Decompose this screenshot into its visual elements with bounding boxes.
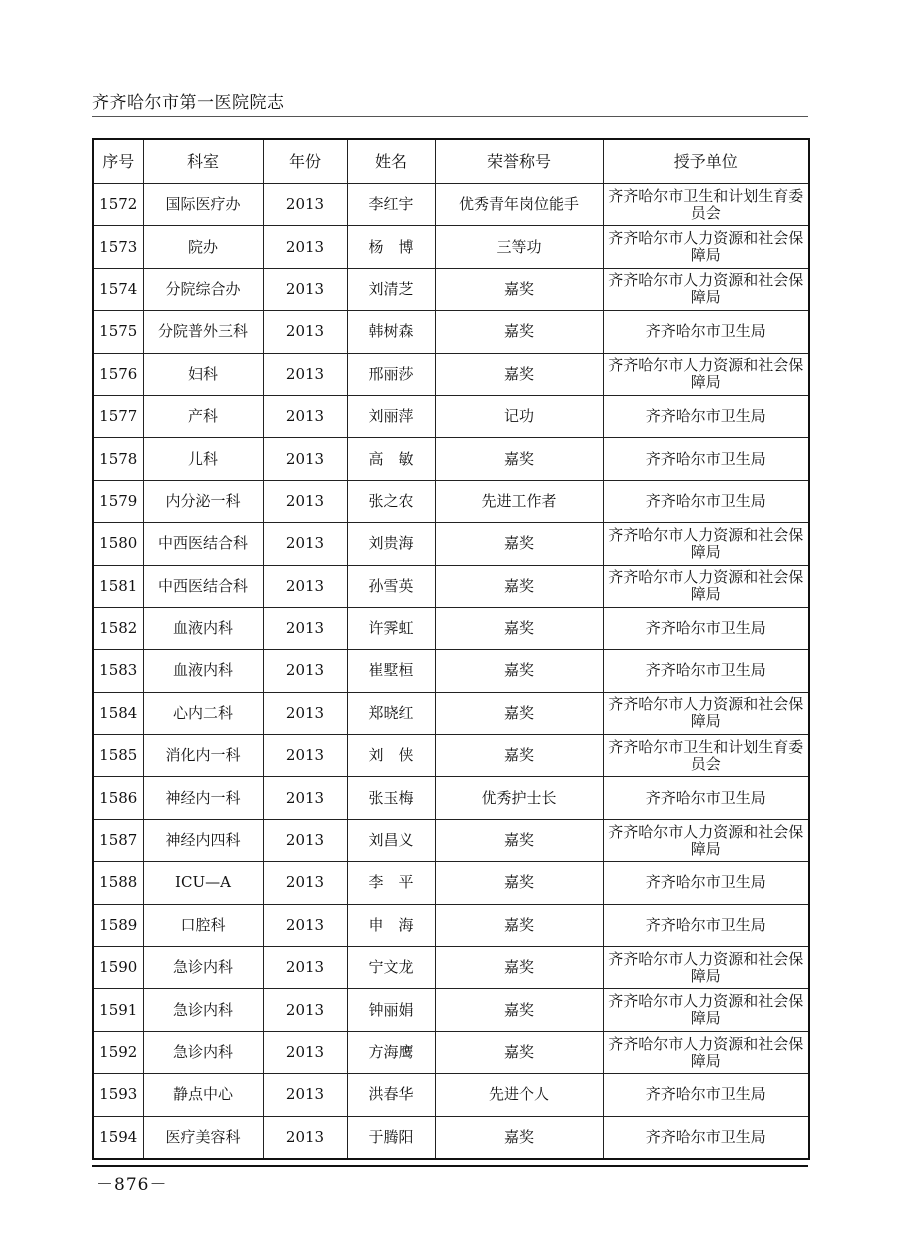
col-header-honor: 荣誉称号	[435, 139, 603, 184]
cell-honor: 三等功	[435, 226, 603, 268]
cell-name: 崔墅桓	[347, 650, 435, 692]
table-row	[93, 1074, 809, 1116]
table-row	[93, 311, 809, 353]
cell-year: 2013	[263, 735, 347, 777]
cell-issuer: 齐齐哈尔市人力资源和社会保障局	[603, 226, 809, 268]
cell-year: 2013	[263, 1116, 347, 1159]
page-number: －876－	[96, 1175, 168, 1195]
cell-year: 2013	[263, 480, 347, 522]
cell-department: 院办	[143, 226, 263, 268]
table-row	[93, 184, 809, 226]
table-row	[93, 650, 809, 692]
cell-year: 2013	[263, 523, 347, 565]
cell-year: 2013	[263, 353, 347, 395]
cell-year: 2013	[263, 1031, 347, 1073]
cell-honor: 嘉奖	[435, 904, 603, 946]
cell-honor: 先进工作者	[435, 480, 603, 522]
cell-index: 1575	[93, 311, 143, 353]
col-header-index: 序号	[93, 139, 143, 184]
cell-name: 孙雪英	[347, 565, 435, 607]
cell-department: 分院综合办	[143, 268, 263, 310]
cell-honor: 优秀青年岗位能手	[435, 184, 603, 226]
cell-honor: 嘉奖	[435, 565, 603, 607]
table-row	[93, 989, 809, 1031]
cell-issuer: 齐齐哈尔市人力资源和社会保障局	[603, 523, 809, 565]
cell-index: 1590	[93, 947, 143, 989]
header-rule	[92, 116, 808, 117]
cell-department: 分院普外三科	[143, 311, 263, 353]
cell-year: 2013	[263, 438, 347, 480]
cell-name: 郑晓红	[347, 692, 435, 734]
cell-issuer: 齐齐哈尔市卫生和计划生育委员会	[603, 735, 809, 777]
cell-department: 产科	[143, 395, 263, 437]
cell-name: 钟丽娟	[347, 989, 435, 1031]
table-row	[93, 226, 809, 268]
table-row	[93, 523, 809, 565]
cell-issuer: 齐齐哈尔市卫生和计划生育委员会	[603, 184, 809, 226]
cell-issuer: 齐齐哈尔市卫生局	[603, 480, 809, 522]
cell-name: 李红宇	[347, 184, 435, 226]
cell-department: 内分泌一科	[143, 480, 263, 522]
table-row	[93, 862, 809, 904]
cell-index: 1577	[93, 395, 143, 437]
cell-index: 1580	[93, 523, 143, 565]
cell-department: 急诊内科	[143, 947, 263, 989]
table-body	[93, 184, 809, 1159]
cell-index: 1593	[93, 1074, 143, 1116]
table-row	[93, 438, 809, 480]
cell-issuer: 齐齐哈尔市卫生局	[603, 607, 809, 649]
cell-name: 韩树森	[347, 311, 435, 353]
table-row	[93, 692, 809, 734]
cell-index: 1591	[93, 989, 143, 1031]
cell-index: 1574	[93, 268, 143, 310]
table-row	[93, 480, 809, 522]
cell-honor: 嘉奖	[435, 438, 603, 480]
cell-honor: 嘉奖	[435, 311, 603, 353]
cell-year: 2013	[263, 1074, 347, 1116]
cell-department: 血液内科	[143, 607, 263, 649]
cell-department: 心内二科	[143, 692, 263, 734]
table-row	[93, 395, 809, 437]
cell-name: 刘昌义	[347, 819, 435, 861]
cell-honor: 嘉奖	[435, 819, 603, 861]
cell-honor: 嘉奖	[435, 735, 603, 777]
cell-issuer: 齐齐哈尔市卫生局	[603, 650, 809, 692]
cell-honor: 嘉奖	[435, 268, 603, 310]
cell-name: 刘 侠	[347, 735, 435, 777]
cell-index: 1588	[93, 862, 143, 904]
cell-name: 高 敏	[347, 438, 435, 480]
cell-name: 杨 博	[347, 226, 435, 268]
cell-issuer: 齐齐哈尔市人力资源和社会保障局	[603, 692, 809, 734]
cell-index: 1573	[93, 226, 143, 268]
cell-issuer: 齐齐哈尔市卫生局	[603, 904, 809, 946]
cell-issuer: 齐齐哈尔市卫生局	[603, 311, 809, 353]
cell-department: 儿科	[143, 438, 263, 480]
cell-name: 邢丽莎	[347, 353, 435, 395]
cell-name: 李 平	[347, 862, 435, 904]
cell-index: 1583	[93, 650, 143, 692]
cell-year: 2013	[263, 184, 347, 226]
cell-department: 国际医疗办	[143, 184, 263, 226]
cell-index: 1585	[93, 735, 143, 777]
cell-year: 2013	[263, 989, 347, 1031]
table-row	[93, 947, 809, 989]
cell-honor: 记功	[435, 395, 603, 437]
cell-year: 2013	[263, 777, 347, 819]
table-row	[93, 1031, 809, 1073]
cell-department: 急诊内科	[143, 989, 263, 1031]
table-header-row	[93, 139, 809, 184]
col-header-name: 姓名	[347, 139, 435, 184]
cell-department: 中西医结合科	[143, 565, 263, 607]
col-header-issuer: 授予单位	[603, 139, 809, 184]
cell-department: ICU—A	[143, 862, 263, 904]
cell-index: 1578	[93, 438, 143, 480]
cell-department: 中西医结合科	[143, 523, 263, 565]
cell-index: 1584	[93, 692, 143, 734]
cell-issuer: 齐齐哈尔市卫生局	[603, 862, 809, 904]
cell-department: 血液内科	[143, 650, 263, 692]
cell-honor: 嘉奖	[435, 862, 603, 904]
cell-honor: 嘉奖	[435, 1116, 603, 1159]
cell-year: 2013	[263, 904, 347, 946]
cell-honor: 嘉奖	[435, 523, 603, 565]
cell-name: 刘贵海	[347, 523, 435, 565]
cell-year: 2013	[263, 607, 347, 649]
cell-issuer: 齐齐哈尔市人力资源和社会保障局	[603, 268, 809, 310]
cell-department: 神经内四科	[143, 819, 263, 861]
cell-year: 2013	[263, 268, 347, 310]
cell-honor: 嘉奖	[435, 1031, 603, 1073]
running-head: 齐齐哈尔市第一医院院志	[92, 93, 285, 113]
table-row	[93, 904, 809, 946]
cell-year: 2013	[263, 311, 347, 353]
cell-index: 1581	[93, 565, 143, 607]
cell-name: 刘丽萍	[347, 395, 435, 437]
cell-honor: 嘉奖	[435, 947, 603, 989]
cell-department: 妇科	[143, 353, 263, 395]
cell-issuer: 齐齐哈尔市人力资源和社会保障局	[603, 353, 809, 395]
cell-issuer: 齐齐哈尔市人力资源和社会保障局	[603, 1031, 809, 1073]
cell-honor: 嘉奖	[435, 607, 603, 649]
cell-honor: 嘉奖	[435, 989, 603, 1031]
cell-name: 洪春华	[347, 1074, 435, 1116]
cell-year: 2013	[263, 947, 347, 989]
table-row	[93, 1116, 809, 1159]
table-row	[93, 777, 809, 819]
cell-name: 许霁虹	[347, 607, 435, 649]
cell-index: 1582	[93, 607, 143, 649]
cell-department: 静点中心	[143, 1074, 263, 1116]
cell-index: 1572	[93, 184, 143, 226]
cell-department: 医疗美容科	[143, 1116, 263, 1159]
cell-year: 2013	[263, 650, 347, 692]
cell-issuer: 齐齐哈尔市人力资源和社会保障局	[603, 565, 809, 607]
cell-index: 1586	[93, 777, 143, 819]
cell-name: 于腾阳	[347, 1116, 435, 1159]
cell-issuer: 齐齐哈尔市卫生局	[603, 438, 809, 480]
col-header-year: 年份	[263, 139, 347, 184]
table-row	[93, 565, 809, 607]
cell-year: 2013	[263, 862, 347, 904]
cell-department: 口腔科	[143, 904, 263, 946]
cell-issuer: 齐齐哈尔市人力资源和社会保障局	[603, 947, 809, 989]
cell-index: 1579	[93, 480, 143, 522]
cell-index: 1576	[93, 353, 143, 395]
cell-honor: 嘉奖	[435, 353, 603, 395]
cell-name: 方海鹰	[347, 1031, 435, 1073]
table-row	[93, 353, 809, 395]
cell-year: 2013	[263, 565, 347, 607]
cell-name: 宁文龙	[347, 947, 435, 989]
cell-issuer: 齐齐哈尔市卫生局	[603, 1074, 809, 1116]
cell-year: 2013	[263, 226, 347, 268]
cell-name: 张玉梅	[347, 777, 435, 819]
cell-department: 神经内一科	[143, 777, 263, 819]
cell-honor: 嘉奖	[435, 650, 603, 692]
table-row	[93, 607, 809, 649]
cell-department: 急诊内科	[143, 1031, 263, 1073]
cell-issuer: 齐齐哈尔市卫生局	[603, 395, 809, 437]
table-row	[93, 819, 809, 861]
cell-index: 1589	[93, 904, 143, 946]
cell-issuer: 齐齐哈尔市人力资源和社会保障局	[603, 819, 809, 861]
awards-table	[92, 138, 810, 1160]
cell-issuer: 齐齐哈尔市卫生局	[603, 1116, 809, 1159]
cell-department: 消化内一科	[143, 735, 263, 777]
cell-honor: 先进个人	[435, 1074, 603, 1116]
cell-name: 张之农	[347, 480, 435, 522]
cell-issuer: 齐齐哈尔市人力资源和社会保障局	[603, 989, 809, 1031]
table-row	[93, 735, 809, 777]
cell-honor: 优秀护士长	[435, 777, 603, 819]
table-row	[93, 268, 809, 310]
cell-index: 1594	[93, 1116, 143, 1159]
cell-index: 1587	[93, 819, 143, 861]
col-header-department: 科室	[143, 139, 263, 184]
cell-issuer: 齐齐哈尔市卫生局	[603, 777, 809, 819]
cell-name: 刘清芝	[347, 268, 435, 310]
footer-rule	[92, 1165, 808, 1167]
cell-name: 申 海	[347, 904, 435, 946]
cell-year: 2013	[263, 692, 347, 734]
cell-index: 1592	[93, 1031, 143, 1073]
cell-year: 2013	[263, 395, 347, 437]
cell-year: 2013	[263, 819, 347, 861]
cell-honor: 嘉奖	[435, 692, 603, 734]
